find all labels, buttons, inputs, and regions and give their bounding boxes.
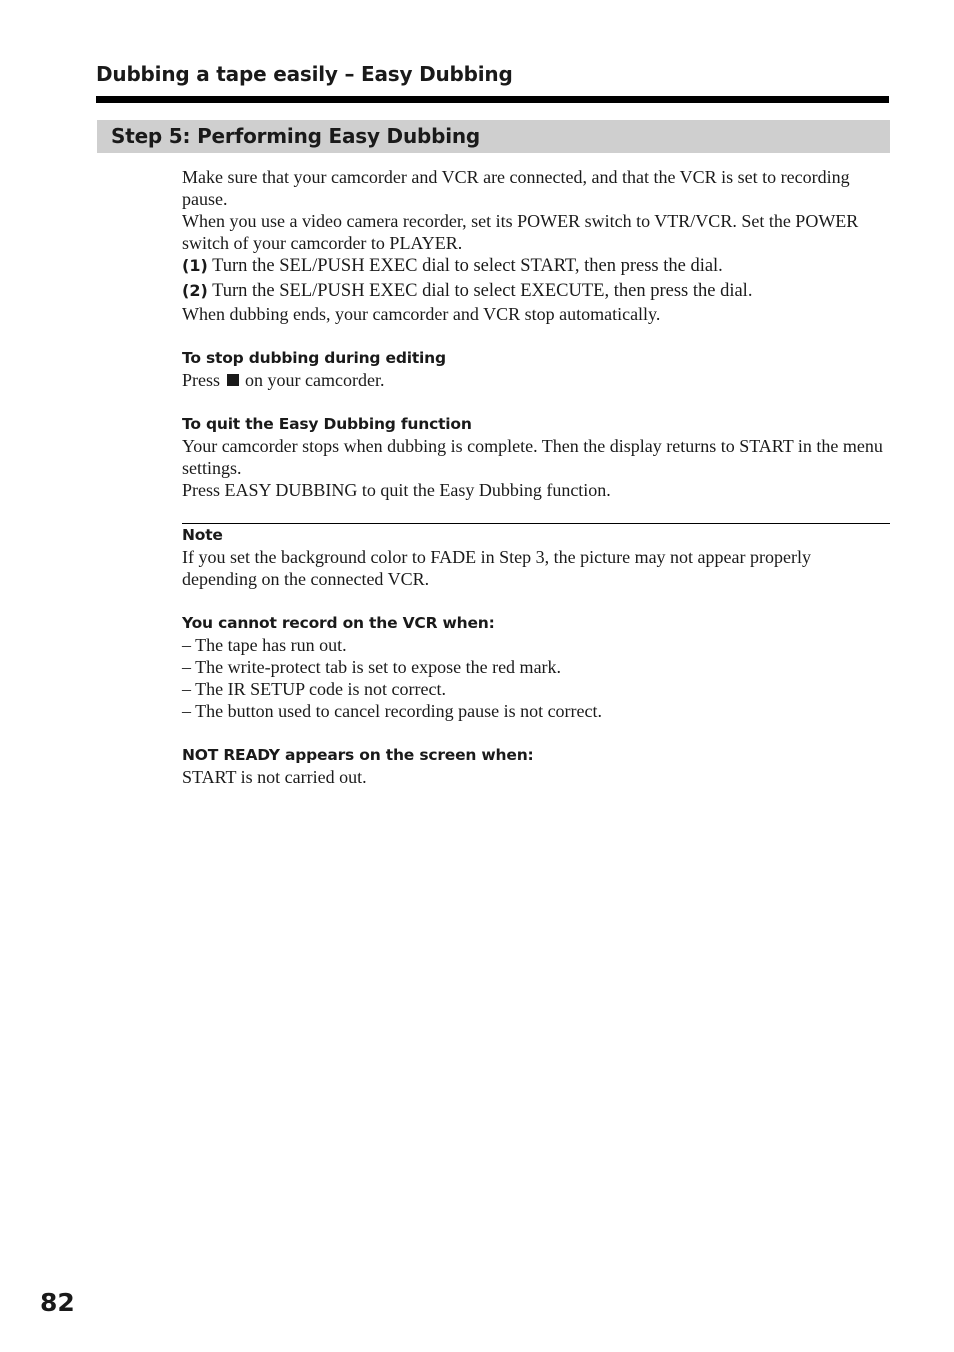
note-heading: Note bbox=[182, 526, 223, 544]
step-2-number: (2) bbox=[182, 280, 208, 300]
cannot-record-item: – The button used to cancel recording pause is not correct. bbox=[182, 701, 603, 721]
spacer bbox=[182, 325, 890, 347]
cannot-record-heading: You cannot record on the VCR when: bbox=[182, 614, 495, 632]
cannot-record-item: – The write-protect tab is set to expose the red mark. bbox=[182, 657, 562, 677]
cannot-record-item: – The tape has run out. bbox=[182, 635, 347, 655]
intro-paragraph-1: Make sure that your camcorder and VCR are connected, and that the VCR is set to recording pause. bbox=[182, 167, 850, 209]
note-text: If you set the background color to FADE in Step 3, the picture may not appear properly depending on the connected VCR. bbox=[182, 547, 811, 589]
stop-dubbing-text-before: Press bbox=[182, 370, 221, 390]
not-ready-heading: NOT READY appears on the screen when: bbox=[182, 746, 534, 764]
section-header: Dubbing a tape easily – Easy Dubbing bbox=[96, 62, 513, 86]
spacer bbox=[182, 590, 890, 612]
stop-icon bbox=[227, 374, 239, 386]
step-2 bbox=[182, 279, 890, 304]
quit-heading: To quit the Easy Dubbing function bbox=[182, 415, 472, 433]
intro-paragraph-2: When you use a video camera recorder, set its POWER switch to VTR/VCR. Set the POWER switch of your camcorder to PLAYER. bbox=[182, 211, 859, 253]
stop-dubbing-text bbox=[182, 369, 890, 391]
spacer bbox=[182, 501, 890, 523]
quit-paragraph-2: Press EASY DUBBING to quit the Easy Dubbing function. bbox=[182, 480, 611, 500]
step-2-text: Turn the SEL/PUSH EXEC dial to select EXECUTE, then press the dial. bbox=[212, 280, 753, 301]
page-number: 82 bbox=[40, 1288, 75, 1317]
quit-paragraph-1: Your camcorder stops when dubbing is complete. Then the display returns to START in the menu settings. bbox=[182, 436, 883, 478]
spacer bbox=[182, 722, 890, 744]
step-1-text: Turn the SEL/PUSH EXEC dial to select START, then press the dial. bbox=[212, 256, 723, 276]
main-content bbox=[182, 166, 890, 788]
stop-dubbing-heading: To stop dubbing during editing bbox=[182, 349, 446, 367]
header-rule bbox=[96, 96, 889, 103]
stop-dubbing-text-after: on your camcorder. bbox=[245, 370, 385, 390]
spacer bbox=[182, 391, 890, 413]
cannot-record-item: – The IR SETUP code is not correct. bbox=[182, 679, 446, 699]
step-title: Step 5: Performing Easy Dubbing bbox=[111, 124, 481, 148]
step-title-bar bbox=[97, 120, 890, 153]
not-ready-text: START is not carried out. bbox=[182, 767, 367, 787]
step-1 bbox=[182, 254, 890, 279]
step-1-number: (1) bbox=[182, 256, 208, 275]
after-steps-text: When dubbing ends, your camcorder and VCR stop automatically. bbox=[182, 304, 661, 324]
